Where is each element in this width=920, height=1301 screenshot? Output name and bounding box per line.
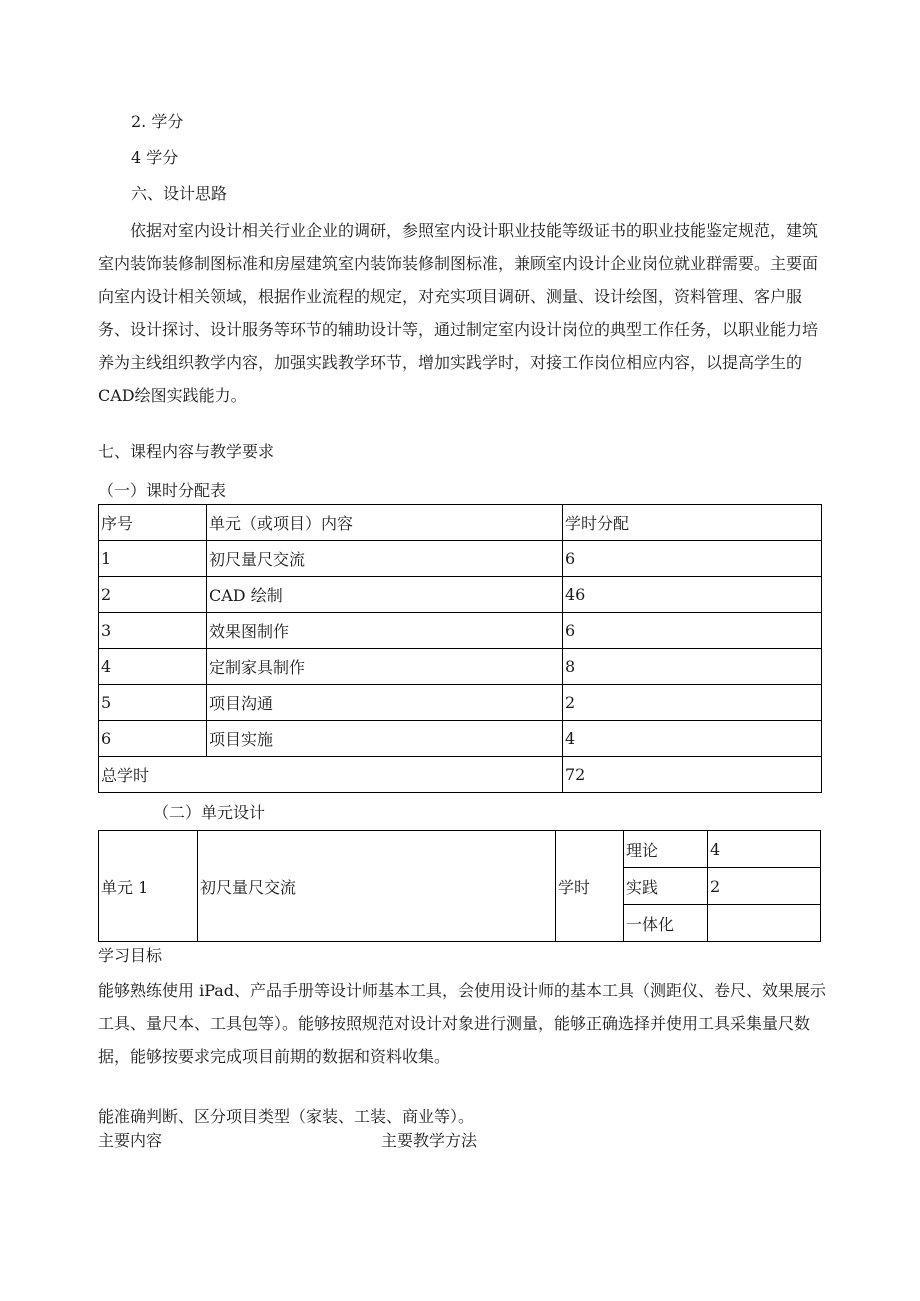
objectives-paragraph: 能够熟练使用 iPad、产品手册等设计师基本工具，会使用设计师的基本工具（测距仪、卷尺、效果展示工具、量尺本、工具包等）。能够按照规范对设计对象进行测量，能够正确选择并使用工具采集量尺数据，能够按要求完成项目前期的数据和资料收集。 (98, 981, 827, 1066)
practice-value: 2 (708, 868, 821, 905)
row-content: 定制家具制作 (207, 649, 563, 685)
main-content-label: 主要内容 (98, 1131, 163, 1150)
table1-caption: （一）课时分配表 (98, 481, 227, 500)
integrated-label: 一体化 (624, 905, 708, 942)
hours-label: 学时 (556, 831, 624, 942)
objectives-body (98, 974, 828, 1073)
integrated-value (708, 905, 821, 942)
unit-label: 单元 1 (99, 831, 198, 942)
table-row (99, 685, 822, 721)
row-content: 效果图制作 (207, 613, 563, 649)
table2-caption: （二）单元设计 (153, 803, 266, 822)
theory-value: 4 (708, 831, 821, 868)
objectives-paragraph-2: 能准确判断、区分项目类型（家装、工装、商业等）。 (98, 1107, 475, 1126)
unit-name: 初尺量尺交流 (198, 831, 556, 942)
theory-label: 理论 (624, 831, 708, 868)
row-content: 项目沟通 (207, 685, 563, 721)
table-row (99, 649, 822, 685)
unit-design-table (98, 830, 821, 942)
table-total-row (99, 757, 822, 793)
table-row (99, 613, 822, 649)
objectives-title: 学习目标 (98, 946, 163, 965)
teaching-methods-label: 主要教学方法 (381, 1131, 478, 1150)
table-row (99, 577, 822, 613)
table-row (99, 721, 822, 757)
table-header-row (99, 505, 822, 541)
row-content: 项目实施 (207, 721, 563, 757)
table-row (99, 541, 822, 577)
row-number: 3 (99, 613, 207, 649)
row-number: 5 (99, 685, 207, 721)
credits-item-label: 2. 学分 (131, 112, 184, 131)
total-label: 总学时 (99, 757, 563, 793)
section6-heading: 六、设计思路 (131, 184, 228, 203)
hours-allocation-table (98, 504, 822, 793)
row-hours: 2 (563, 685, 822, 721)
practice-label: 实践 (624, 868, 708, 905)
section6-body (98, 214, 828, 412)
row-number: 6 (99, 721, 207, 757)
credits-value: 4 学分 (131, 148, 179, 167)
section7-heading: 七、课程内容与教学要求 (98, 442, 275, 461)
row-hours: 8 (563, 649, 822, 685)
row-hours: 6 (563, 541, 822, 577)
row-number: 4 (99, 649, 207, 685)
total-value: 72 (563, 757, 822, 793)
row-hours: 6 (563, 613, 822, 649)
header-cell: 单元（或项目）内容 (207, 505, 563, 541)
header-cell: 序号 (99, 505, 207, 541)
header-cell: 学时分配 (563, 505, 822, 541)
row-content: CAD 绘制 (207, 577, 563, 613)
row-number: 1 (99, 541, 207, 577)
section6-paragraph: 依据对室内设计相关行业企业的调研，参照室内设计职业技能等级证书的职业技能鉴定规范，建筑室内装饰装修制图标准和房屋建筑室内装饰装修制图标准，兼顾室内设计企业岗位就业群需要。主要面向室内设计相关领域，根据作业流程的规定，对充实项目调研、测量、设计绘图，资料管理、客户服务、设计探讨、设计服务等环节的辅助设计等，通过制定室内设计岗位的典型工作任务，以职业能力培养为主线组织教学内容，加强实践教学环节，增加实践学时，对接工作岗位相应内容，以提高学生的CAD绘图实践能力。 (98, 221, 819, 405)
row-content: 初尺量尺交流 (207, 541, 563, 577)
row-number: 2 (99, 577, 207, 613)
row-hours: 46 (563, 577, 822, 613)
row-hours: 4 (563, 721, 822, 757)
